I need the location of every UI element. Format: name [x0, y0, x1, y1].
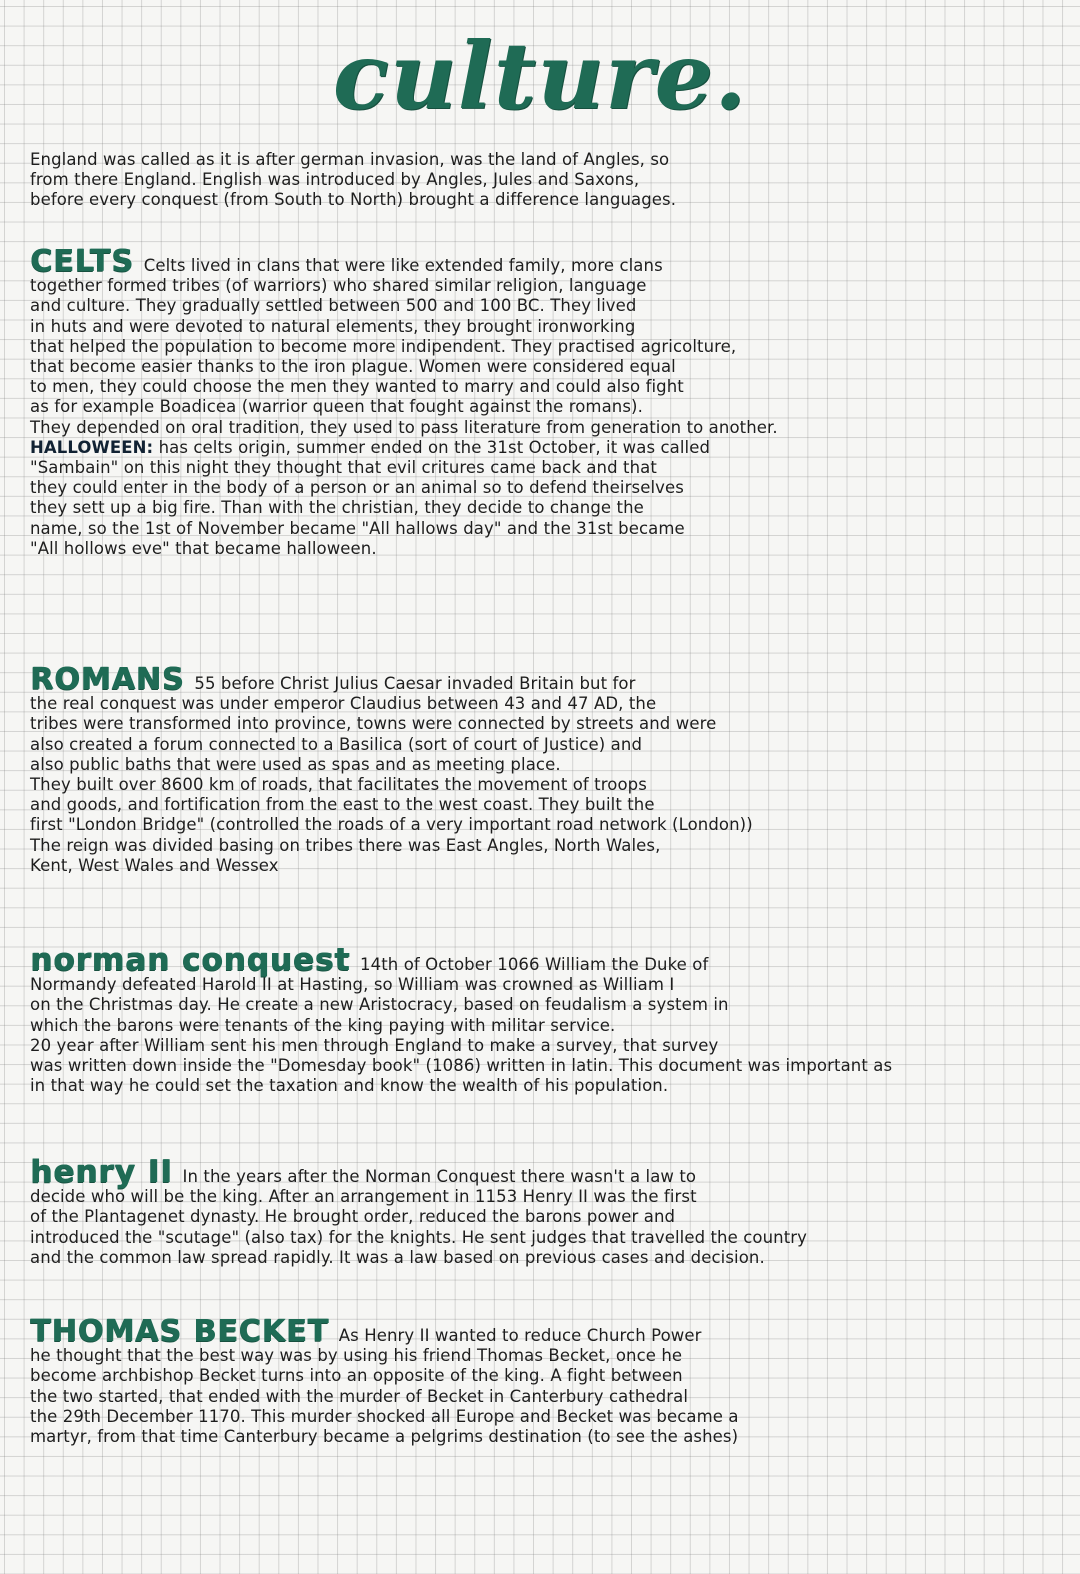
henry-heading: henry II [30, 1154, 173, 1190]
celts-section [30, 244, 1065, 559]
romans-section [30, 662, 1065, 876]
henry-section [30, 1154, 1065, 1268]
henry-text: In the years after the Norman Conquest there wasn't a law to decide who will be the king. After an arrangement in 1153 Henry II was the first of the Plantagenet dynasty. He brought order, reduced the barons power and introduced the "scutage" (also tax) for the knights. He sent judges that travelled the country and the common law spread rapidly. It was a law based on previous cases and decision. [30, 1167, 808, 1267]
celts-heading: CELTS [30, 244, 134, 279]
romans-text: 55 before Christ Julius Caesar invaded Britain but for the real conquest was under emperor Claudius between 43 and 47 AD, the tribes were transformed into province, towns were connected by streets and were also created a forum connected to a Basilica (sort of court of Justice) and also public baths that were used as spas and as meeting place. They built over 8600 km of roads, that facilitates the movement of troops and goods, and fortification from the east to the west coast. They built the first "London Bridge" (controlled the roads of a very important road network (London)) The reign was divided basing on tribes there was East Angles, North Wales, Kent, West Wales and Wessex [30, 674, 753, 875]
norman-section [30, 942, 1065, 1096]
page-title: culture. [332, 22, 748, 130]
halloween-label: HALLOWEEN: [30, 437, 154, 457]
norman-text: 14th of October 1066 William the Duke of Normandy defeated Harold II at Hasting, so William was crowned as William I on the Christmas day. He create a new Aristocracy, based on feudalism a system in which the barons were tenants of the king paying with militar service. 20 year after William sent his men through England to make a survey, that survey was written down inside the "Domesday book" (1086) written in latin. This document was important as in that way he could set the taxation and know the wealth of his population. [30, 955, 893, 1096]
romans-heading: ROMANS [30, 662, 185, 697]
norman-heading: norman conquest [30, 942, 351, 978]
becket-heading: THOMAS BECKET [30, 1314, 329, 1349]
becket-text: As Henry II wanted to reduce Church Power he thought that the best way was by using his friend Thomas Becket, once he become archbishop Becket turns into an opposite of the king. A fight between the two started, that ended with the murder of Becket in Canterbury cathedral the 29th December 1170. This murder shocked all Europe and Becket was became a martyr, from that time Canterbury became a pelgrims destination (to see the ashes) [30, 1326, 739, 1447]
intro-paragraph: England was called as it is after german invasion, was the land of Angles, so from there England. English was introduced by Angles, Jules and Saxons, before every conquest (from South to North) brought a difference languages. [30, 150, 677, 210]
halloween-text: has celts origin, summer ended on the 31st October, it was called "Sambain" on this night they thought that evil critures came back and that they could enter in the body of a person or an animal so to defend theirselves they sett up a big fire. Than with the christian, they decide to change the name, so the 1st of November became "All hallows day" and the 31st became "All hollows eve" that became halloween. [30, 437, 711, 558]
becket-section [30, 1314, 1065, 1447]
celts-text: Celts lived in clans that were like extended family, more clans together formed tribes (of warriors) who shared similar religion, language and culture. They gradually settled between 500 and 100 BC. They lived in huts and were devoted to natural elements, they brought ironworking that helped the population to become more indipendent. They practised agricolture, that become easier thanks to the iron plague. Women were considered equal to men, they could choose the men they wanted to marry and could also fight as for example Boadicea (warrior queen that fought against the romans). They depended on oral tradition, they used to pass literature from generation to another. [30, 256, 778, 437]
